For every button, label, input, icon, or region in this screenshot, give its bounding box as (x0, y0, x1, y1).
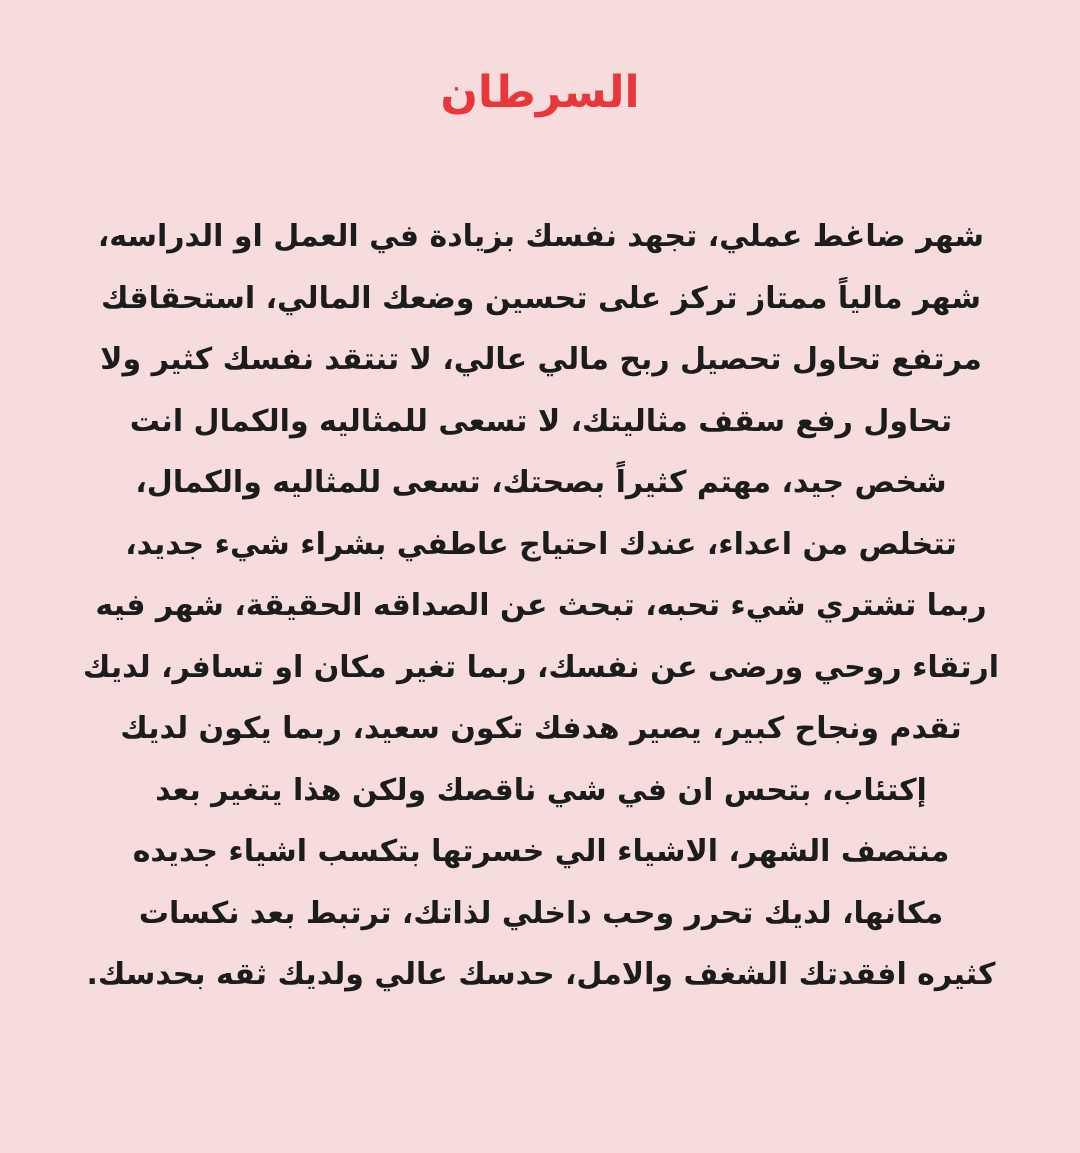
text-line: شخص جيد، مهتم كثيراً بصحتك، تسعى للمثاليه والكمال، (135, 465, 947, 500)
text-line: شهر ضاغط عملي، تجهد نفسك بزيادة في العمل او الدراسه، (97, 219, 985, 254)
text-line: إكتئاب، بتحس ان في شي ناقصك ولكن هذا يتغير بعد (155, 772, 927, 808)
text-line: مكانها، لديك تحرر وحب داخلي لذاتك، ترتبط بعد نكسات (138, 895, 944, 931)
text-line: ارتقاء روحي ورضى عن نفسك، ربما تغير مكان او تسافر، لديك (82, 649, 1000, 685)
text-line: تقدم ونجاح كبير، يصير هدفك تكون سعيد، ربما يكون لديك (120, 711, 962, 746)
text-line: كثيره افقدتك الشغف والامل، حدسك عالي ولديك ثقه بحدسك. (86, 957, 996, 992)
text-line: تحاول رفع سقف مثاليتك، لا تسعى للمثاليه والكمال انت (129, 403, 953, 439)
page-title: السرطان (440, 67, 640, 118)
text-line: شهر مالياً ممتاز تركز على تحسين وضعك المالي، استحقاقك (101, 280, 981, 316)
horoscope-text (0, 206, 1080, 1006)
text-line: تتخلص من اعداء، عندك احتياج عاطفي بشراء شيء جديد، (125, 526, 957, 562)
text-line: ربما تشتري شيء تحبه، تبحث عن الصداقه الحقيقة، شهر فيه (95, 588, 987, 623)
text-line: مرتفع تحاول تحصيل ربح مالي عالي، لا تنتقد نفسك كثير ولا (100, 342, 982, 377)
text-line: منتصف الشهر، الاشياء الي خسرتها بتكسب اشياء جديده (132, 834, 950, 869)
